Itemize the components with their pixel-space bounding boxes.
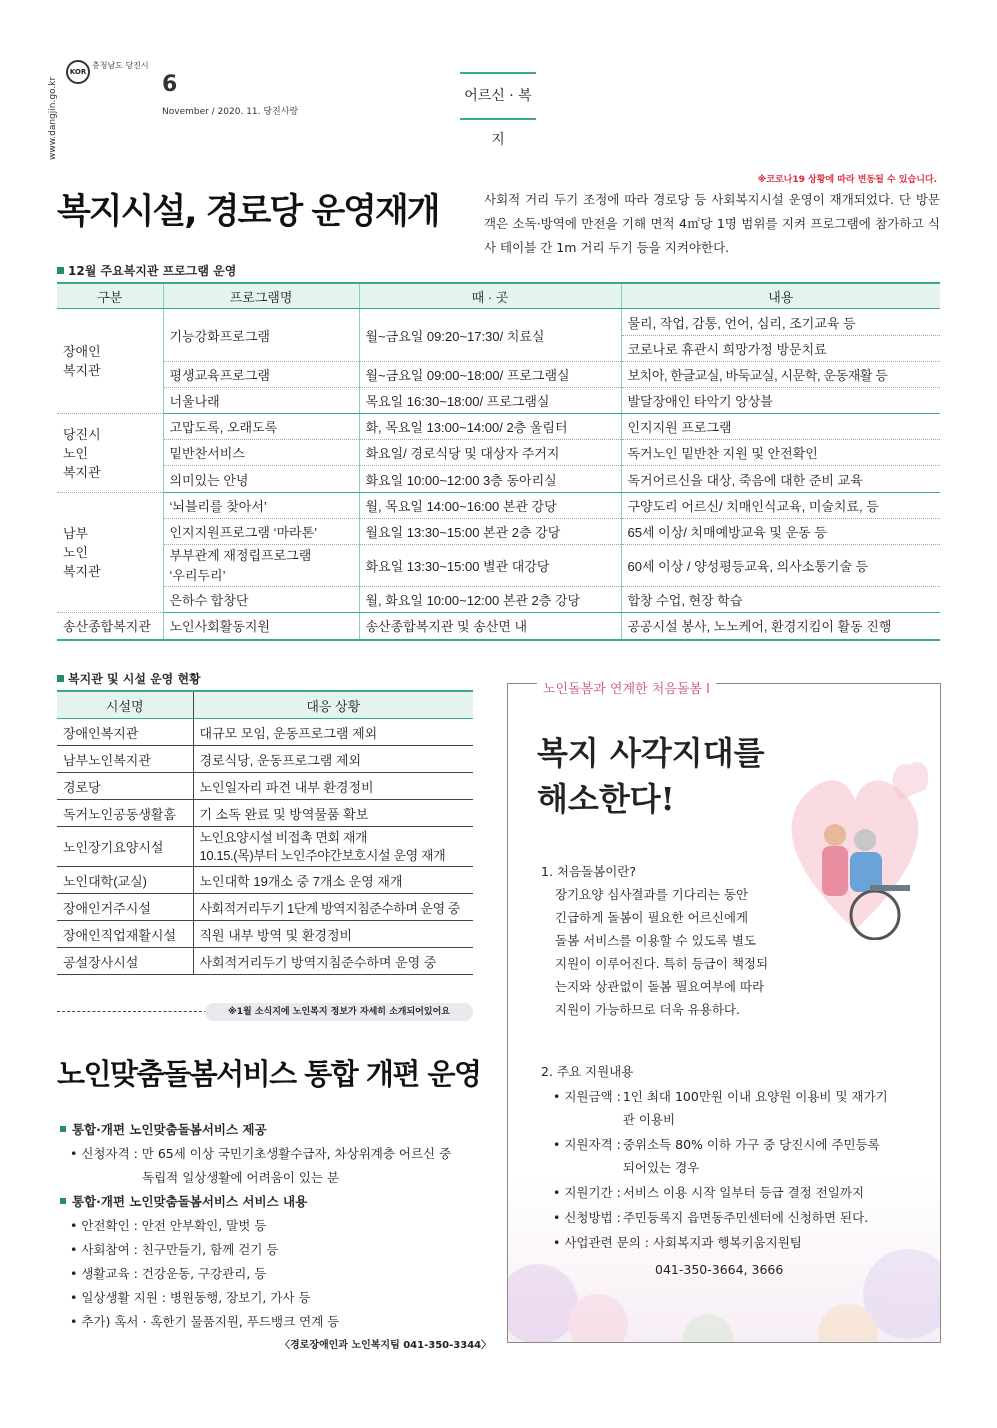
program-content: 구양도리 어르신/ 치매인식교육, 미술치료, 등 bbox=[621, 493, 940, 519]
facility-status: 경로식당, 운동프로그램 제외 bbox=[193, 746, 473, 773]
program-content: 발달장애인 타악기 앙상블 bbox=[621, 388, 940, 414]
program-content: 65세 이상/ 치매예방교육 및 운동 등 bbox=[621, 519, 940, 545]
program-time: 화요일 10:00~12:00 3층 동아리실 bbox=[359, 466, 621, 493]
section2-head1 bbox=[60, 1118, 490, 1142]
city-name: 충청남도 당진시 bbox=[92, 61, 149, 70]
facility-name: 장애인복지관 bbox=[57, 719, 193, 746]
q1-line: 지원이 가능하므로 더욱 유용하다. bbox=[555, 1002, 740, 1017]
intro-paragraph: 사회적 거리 두기 조정에 따라 경로당 등 사회복지시설 운영이 재개되었다. 단 방문객은 소독·방역에 만전을 기해 면적 4㎡당 1명 범위를 지켜 프로그램에 참가하고 식사 테이블 간 1m 거리 두기 등을 지켜야한다. bbox=[484, 192, 940, 255]
q2-label: • 지원자격 : bbox=[553, 1137, 621, 1152]
program-time: 송산종합복지관 및 송산면 내 bbox=[359, 613, 621, 640]
phone-number: 041-350-3664, 3666 bbox=[655, 1262, 784, 1277]
box-title-line: 해소한다! bbox=[537, 780, 675, 818]
program-time: 화요일 13:30~15:00 별관 대강당 bbox=[359, 545, 621, 587]
group-label: 당진시 노인 복지관 bbox=[57, 414, 163, 493]
head2-text: 통합·개편 노인맞춤돌봄서비스 서비스 내용 bbox=[72, 1194, 308, 1209]
group-label: 송산종합복지관 bbox=[57, 613, 163, 640]
bullet-square-icon bbox=[60, 1126, 66, 1132]
facility-name: 노인장기요양시설 bbox=[57, 827, 193, 867]
city-logo bbox=[66, 60, 90, 84]
program-time: 월~금요일 09:00~18:00/ 프로그램실 bbox=[359, 362, 621, 388]
q1-line: 장기요양 심사결과를 기다리는 동안 bbox=[555, 887, 749, 902]
facility-name: 남부노인복지관 bbox=[57, 746, 193, 773]
table2-caption-text: 복지관 및 시설 운영 현황 bbox=[68, 672, 201, 686]
program-time: 월요일 13:30~15:00 본관 2층 강당 bbox=[359, 519, 621, 545]
program-time: 월~금요일 09:20~17:30/ 치료실 bbox=[359, 309, 621, 362]
q2-block bbox=[541, 1060, 921, 1281]
program-name: 고맙도록, 오래도록 bbox=[163, 414, 359, 440]
facility-status: 사회적거리두기 1단계 방역지침준수하며 운영 중 bbox=[193, 894, 473, 921]
program-name: 기능강화프로그램 bbox=[163, 309, 359, 362]
program-time: 월, 화요일 10:00~12:00 본관 2층 강당 bbox=[359, 587, 621, 613]
program-name: 부부관계 재정립프로그램 ‘우리두리’ bbox=[163, 545, 359, 587]
header-time-place: 때 · 곳 bbox=[359, 283, 621, 309]
q1-line: 는지와 상관없이 돌봄 필요여부에 따라 bbox=[555, 979, 765, 994]
program-content: 인지지원 프로그램 bbox=[621, 414, 940, 440]
service-item: • 추가) 혹서 · 혹한기 물품지원, 푸드뱅크 연계 등 bbox=[70, 1314, 340, 1329]
q2-line: 되어있는 경우 bbox=[622, 1160, 700, 1175]
covid-note: ※코로나19 상황에 따라 변동될 수 있습니다. bbox=[757, 175, 937, 185]
q2-line: 1인 최대 100만원 이내 요양원 이용비 및 재가기 bbox=[622, 1089, 888, 1104]
table1-caption-text: 12월 주요복지관 프로그램 운영 bbox=[68, 264, 237, 278]
facility-status: 노인일자리 파견 내부 환경정비 bbox=[193, 773, 473, 800]
facility-name: 장애인직업재활시설 bbox=[57, 921, 193, 948]
side-url: www.dangjin.go.kr bbox=[48, 76, 58, 160]
program-time: 목요일 16:30~18:00/ 프로그램실 bbox=[359, 388, 621, 414]
q2-line: 사회복지과 행복키움지원팀 bbox=[652, 1235, 802, 1250]
main-title: 복지시설, 경로당 운영재개 bbox=[57, 192, 439, 232]
contact-info: 〈경로장애인과 노인복지팀 041-350-3344〉 bbox=[280, 1340, 492, 1351]
program-content: 독거노인 밑반찬 지원 및 안전확인 bbox=[621, 440, 940, 466]
header-category: 구분 bbox=[57, 283, 163, 309]
section2-body bbox=[60, 1118, 490, 1334]
q2-line: 관 이용비 bbox=[622, 1112, 676, 1127]
program-time: 월, 목요일 14:00~16:00 본관 강당 bbox=[359, 493, 621, 519]
program-content: 물리, 작업, 감통, 언어, 심리, 조기교육 등 bbox=[621, 309, 940, 336]
facility-name: 독거노인공동생활홈 bbox=[57, 800, 193, 827]
eligibility-line: • 신청자격 : 만 65세 이상 국민기초생활수급자, 차상위계층 어르신 중 bbox=[70, 1146, 452, 1161]
page-number: 6 bbox=[162, 72, 178, 97]
service-item: • 생활교육 : 건강운동, 구강관리, 등 bbox=[70, 1266, 267, 1281]
header-program: 프로그램명 bbox=[163, 283, 359, 309]
program-name: 밑반찬서비스 bbox=[163, 440, 359, 466]
q2-line: 서비스 이용 시작 일부터 등급 결정 전일까지 bbox=[622, 1185, 865, 1200]
dashed-divider bbox=[57, 1011, 207, 1012]
program-content: 합창 수업, 현장 학습 bbox=[621, 587, 940, 613]
january-note: ※1월 소식지에 노인복지 정보가 자세히 소개되어있어요 bbox=[205, 1003, 473, 1021]
program-content: 60세 이상 / 양성평등교육, 의사소통기술 등 bbox=[621, 545, 940, 587]
facility-status: 노인요양시설 비접촉 면회 재개 10.15.(목)부터 노인주야간보호시설 운영 재개 bbox=[193, 827, 473, 867]
program-name: 평생교육프로그램 bbox=[163, 362, 359, 388]
program-content: 공공시설 봉사, 노노케어, 환경지킴이 활동 진행 bbox=[621, 613, 940, 640]
header-facility: 시설명 bbox=[57, 691, 193, 719]
box-title bbox=[537, 730, 765, 822]
program-name: 의미있는 안녕 bbox=[163, 466, 359, 493]
facility-status-table bbox=[57, 690, 473, 975]
q2-title: 2. 주요 지원내용 bbox=[541, 1064, 634, 1079]
q2-label: • 지원기간 : bbox=[553, 1185, 621, 1200]
facility-status: 직원 내부 방역 및 환경정비 bbox=[193, 921, 473, 948]
q2-label: • 지원금액 : bbox=[553, 1089, 621, 1104]
issue-info: November / 2020. 11. 당진사랑 bbox=[162, 107, 299, 117]
head1-text: 통합·개편 노인맞춤돌봄서비스 제공 bbox=[72, 1122, 267, 1137]
facility-status: 사회적거리두기 방역지침준수하며 운영 중 bbox=[193, 948, 473, 975]
caregiver-illustration bbox=[780, 740, 930, 940]
group-label: 남부 노인 복지관 bbox=[57, 493, 163, 613]
program-content: 독거어르신을 대상, 죽음에 대한 준비 교육 bbox=[621, 466, 940, 493]
facility-status: 대규모 모임, 운동프로그램 제외 bbox=[193, 719, 473, 746]
program-name: 인지지원프로그램 ‘마라톤’ bbox=[163, 519, 359, 545]
q1-block bbox=[541, 860, 801, 1021]
program-time: 화, 목요일 13:00~14:00/ 2층 울림터 bbox=[359, 414, 621, 440]
q2-line: 중위소득 80% 이하 가구 중 당진시에 주민등록 bbox=[622, 1137, 880, 1152]
box-tag: 노인돌봄과 연계한 처음돌봄 l bbox=[537, 678, 716, 697]
header-status: 대응 상황 bbox=[193, 691, 473, 719]
facility-name: 공설장사시설 bbox=[57, 948, 193, 975]
group-label: 장애인 복지관 bbox=[57, 309, 163, 414]
section2-title: 노인맞춤돌봄서비스 통합 개편 운영 bbox=[57, 1057, 481, 1091]
caption-marker-icon bbox=[57, 267, 64, 274]
facility-name: 장애인거주시설 bbox=[57, 894, 193, 921]
q2-label: • 신청방법 : bbox=[553, 1210, 621, 1225]
bullet-square-icon bbox=[60, 1198, 66, 1204]
program-table bbox=[57, 282, 940, 641]
caption-marker-icon bbox=[57, 675, 64, 682]
program-name: 은하수 합창단 bbox=[163, 587, 359, 613]
program-content: 코로나로 휴관시 희망가정 방문치료 bbox=[621, 336, 940, 362]
facility-status: 기 소독 완료 및 방역물품 확보 bbox=[193, 800, 473, 827]
q2-line: 주민등록지 읍면동주민센터에 신청하면 된다. bbox=[622, 1210, 869, 1225]
q2-label: • 사업관련 문의 : bbox=[553, 1235, 649, 1250]
facility-name: 노인대학(교실) bbox=[57, 867, 193, 894]
program-name: 너울나래 bbox=[163, 388, 359, 414]
program-content: 보치아, 한글교실, 바둑교실, 시문학, 운동재활 등 bbox=[621, 362, 940, 388]
q1-line: 긴급하게 돌봄이 필요한 어르신에게 bbox=[555, 910, 749, 925]
q1-title: 1. 처음돌봄이란? bbox=[541, 864, 636, 879]
table1-caption bbox=[57, 262, 236, 279]
header-content: 내용 bbox=[621, 283, 940, 309]
program-name: 노인사회활동지원 bbox=[163, 613, 359, 640]
section-label: 어르신 · 복지 bbox=[460, 72, 536, 120]
box-title-line: 복지 사각지대를 bbox=[537, 734, 765, 772]
facility-status: 노인대학 19개소 중 7개소 운영 재개 bbox=[193, 867, 473, 894]
table2-caption bbox=[57, 670, 201, 687]
facility-name: 경로당 bbox=[57, 773, 193, 800]
logo-text: KOR bbox=[69, 68, 87, 76]
service-item: • 일상생활 지원 : 병원동행, 장보기, 가사 등 bbox=[70, 1290, 311, 1305]
service-item: • 사회참여 : 친구만들기, 함께 걷기 등 bbox=[70, 1242, 279, 1257]
program-name: ‘뇌블리를 찾아서’ bbox=[163, 493, 359, 519]
eligibility-line: 독립적 일상생활에 어려움이 있는 분 bbox=[142, 1170, 340, 1185]
q1-line: 지원이 이루어진다. 특히 등급이 책정되 bbox=[555, 956, 769, 971]
q1-line: 돌봄 서비스를 이용할 수 있도록 별도 bbox=[555, 933, 756, 948]
section2-head2 bbox=[60, 1190, 490, 1214]
program-time: 화요일/ 경로식당 및 대상자 주거지 bbox=[359, 440, 621, 466]
service-item: • 안전확인 : 안전 안부확인, 말벗 등 bbox=[70, 1218, 267, 1233]
